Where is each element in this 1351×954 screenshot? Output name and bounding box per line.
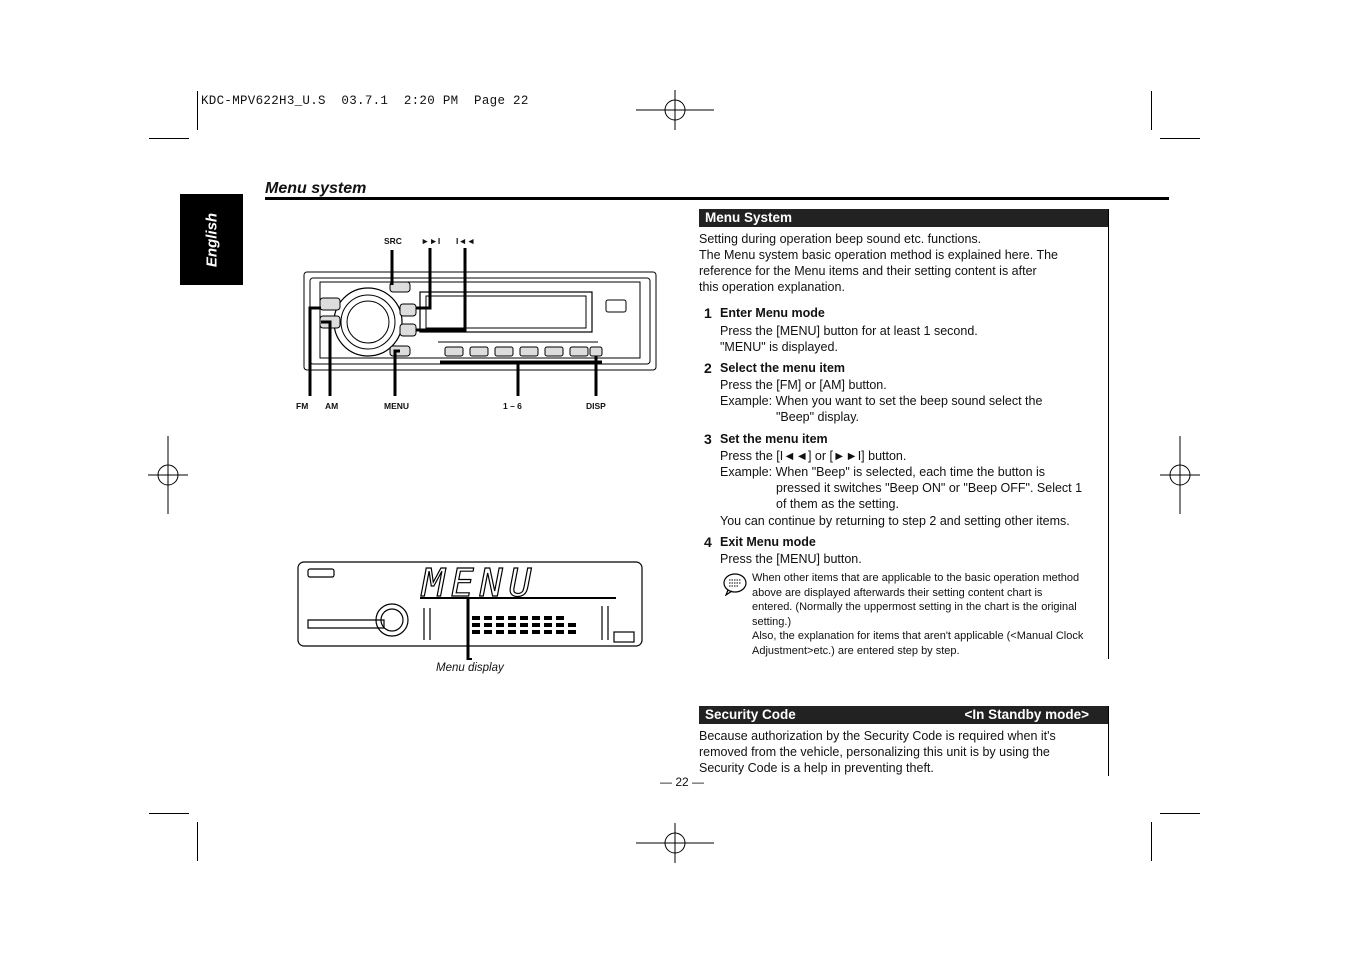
display-caption: Menu display — [436, 662, 504, 674]
step-number: 1 — [704, 305, 712, 321]
note-line: Adjustment>etc.) are entered step by step. — [752, 645, 960, 657]
registration-mark-bottom — [636, 823, 714, 863]
note-icon — [722, 572, 748, 596]
note-line: When other items that are applicable to the basic operation method — [752, 572, 1080, 584]
label-disp: DISP — [586, 401, 606, 411]
intro-line: Setting during operation beep sound etc. functions. — [699, 232, 982, 246]
registration-mark-right — [1160, 436, 1200, 514]
note-line: entered. (Normally the uppermost setting in the chart is the original — [752, 601, 1077, 613]
crop-mark — [197, 822, 198, 861]
step-line: Press the [I◄◄] or [►►I] button. — [720, 449, 907, 463]
label-src: SRC — [384, 236, 402, 246]
registration-mark-left — [148, 436, 188, 514]
label-next: ►►I — [421, 236, 441, 246]
print-header: KDC-MPV622H3_U.S 03.7.1 2:20 PM Page 22 — [201, 94, 529, 108]
label-presets: 1 – 6 — [503, 401, 522, 411]
crop-mark — [197, 91, 198, 130]
menu-display-illustration — [296, 560, 644, 660]
security-line: removed from the vehicle, personalizing this unit is by using the — [699, 745, 1050, 759]
menu-system-heading-bar — [699, 209, 1109, 227]
step-title: Enter Menu mode — [720, 306, 825, 320]
label-prev: I◄◄ — [456, 236, 476, 246]
crop-mark — [1160, 813, 1200, 814]
crop-mark — [1151, 822, 1152, 861]
display-readout: MENU — [422, 561, 538, 605]
step-line: "Beep" display. — [776, 410, 859, 424]
crop-mark — [149, 813, 189, 814]
step-line: "MENU" is displayed. — [720, 340, 838, 354]
faceplate-illustration — [290, 230, 665, 420]
crop-mark — [149, 138, 189, 139]
intro-line: The Menu system basic operation method is explained here. The — [699, 248, 1058, 262]
section-title: Menu system — [265, 180, 367, 197]
language-label: English — [203, 212, 220, 267]
label-menu: MENU — [384, 401, 410, 411]
page-number: — 22 — — [660, 775, 705, 789]
security-code-heading: Security Code — [705, 707, 796, 722]
security-code-mode: <In Standby mode> — [964, 707, 1089, 722]
step-number: 2 — [704, 360, 712, 376]
note-line: setting.) — [752, 616, 792, 628]
label-fm: FM — [296, 401, 309, 411]
language-tab — [180, 194, 243, 285]
step-title: Exit Menu mode — [720, 535, 816, 549]
step-line: Press the [FM] or [AM] button. — [720, 378, 887, 392]
note-line: Also, the explanation for items that aren't applicable (<Manual Clock — [752, 630, 1084, 642]
label-am: AM — [325, 401, 339, 411]
crop-mark — [1160, 138, 1200, 139]
step-line: pressed it switches "Beep ON" or "Beep OFF". Select 1 — [776, 481, 1083, 495]
registration-mark-top — [636, 90, 714, 130]
step-title: Select the menu item — [720, 361, 846, 375]
step-line: Press the [MENU] button. — [720, 552, 862, 566]
step-line: Example: When "Beep" is selected, each time the button is — [720, 465, 1046, 479]
intro-line: reference for the Menu items and their setting content is after — [699, 264, 1037, 278]
step-number: 3 — [704, 431, 712, 447]
menu-system-heading: Menu System — [705, 210, 793, 225]
column-rule — [1108, 209, 1109, 659]
step-line: Press the [MENU] button for at least 1 second. — [720, 324, 978, 338]
step-line: You can continue by returning to step 2 and setting other items. — [720, 514, 1070, 528]
step-number: 4 — [704, 534, 712, 550]
security-code-heading-bar — [699, 706, 1109, 724]
title-rule — [265, 197, 1169, 200]
crop-mark — [1151, 91, 1152, 130]
column-rule — [1108, 706, 1109, 776]
note-line: above are displayed afterwards their setting content chart is — [752, 587, 1043, 599]
step-line: Example: When you want to set the beep sound select the — [720, 394, 1043, 408]
security-line: Because authorization by the Security Code is required when it's — [699, 729, 1056, 743]
security-line: Security Code is a help in preventing theft. — [699, 761, 934, 775]
step-line: of them as the setting. — [776, 497, 899, 511]
step-title: Set the menu item — [720, 432, 828, 446]
intro-line: this operation explanation. — [699, 280, 845, 294]
